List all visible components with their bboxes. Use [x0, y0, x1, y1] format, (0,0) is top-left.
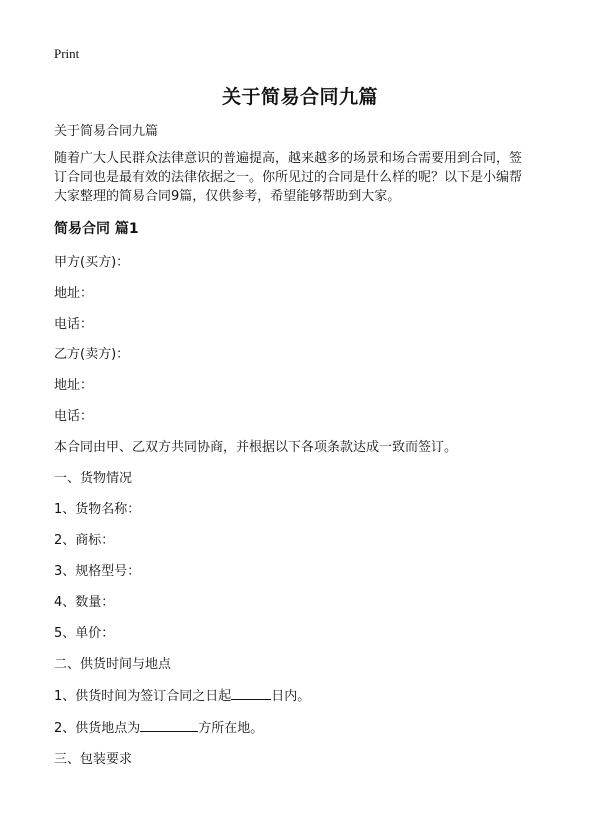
- section-packaging: 三、包装要求: [54, 752, 133, 767]
- supply-place-blank: [140, 718, 198, 732]
- section-goods: 一、货物情况: [54, 471, 133, 486]
- party-a-address: 地址：: [54, 286, 94, 301]
- section-heading: 简易合同 篇1: [54, 221, 139, 237]
- party-a-label: 甲方(买方)：: [54, 255, 130, 270]
- document-subtitle: 关于简易合同九篇: [54, 124, 159, 139]
- supply-time-prefix: 1、供货时间为签订合同之日起: [54, 689, 232, 704]
- party-a-phone: 电话：: [54, 317, 94, 332]
- print-link[interactable]: Print: [54, 46, 80, 61]
- document-title: 关于简易合同九篇: [221, 86, 378, 108]
- supply-time-suffix: 日内。: [271, 689, 311, 704]
- party-b-address: 地址：: [54, 378, 94, 393]
- party-b-phone: 电话：: [54, 409, 94, 424]
- goods-trademark: 2、商标：: [54, 533, 115, 548]
- supply-place-prefix: 2、供货地点为: [54, 721, 141, 736]
- supply-place-line: [54, 717, 263, 736]
- goods-unit-price: 5、单价：: [54, 626, 115, 641]
- goods-model: 3、规格型号：: [54, 564, 141, 579]
- supply-place-suffix: 方所在地。: [198, 721, 264, 736]
- supply-time-line: [54, 685, 310, 704]
- agreement-statement: 本合同由甲、乙双方共同协商，并根据以下各项条款达成一致而签订。: [54, 440, 458, 455]
- intro-line: 订合同也是最有效的法律依据之一。你所见过的合同是什么样的呢？以下是小编帮: [54, 170, 523, 185]
- intro-line: 随着广大人民群众法律意识的普遍提高，越来越多的场景和场合需要用到合同，签: [54, 151, 523, 166]
- section-supply: 二、供货时间与地点: [54, 657, 172, 672]
- intro-paragraph: [54, 149, 554, 206]
- supply-days-blank: [231, 686, 271, 700]
- goods-name: 1、货物名称：: [54, 502, 141, 517]
- party-b-label: 乙方(卖方)：: [54, 347, 130, 362]
- goods-quantity: 4、数量：: [54, 595, 115, 610]
- intro-line: 大家整理的简易合同9篇，仅供参考，希望能够帮助到大家。: [54, 189, 401, 204]
